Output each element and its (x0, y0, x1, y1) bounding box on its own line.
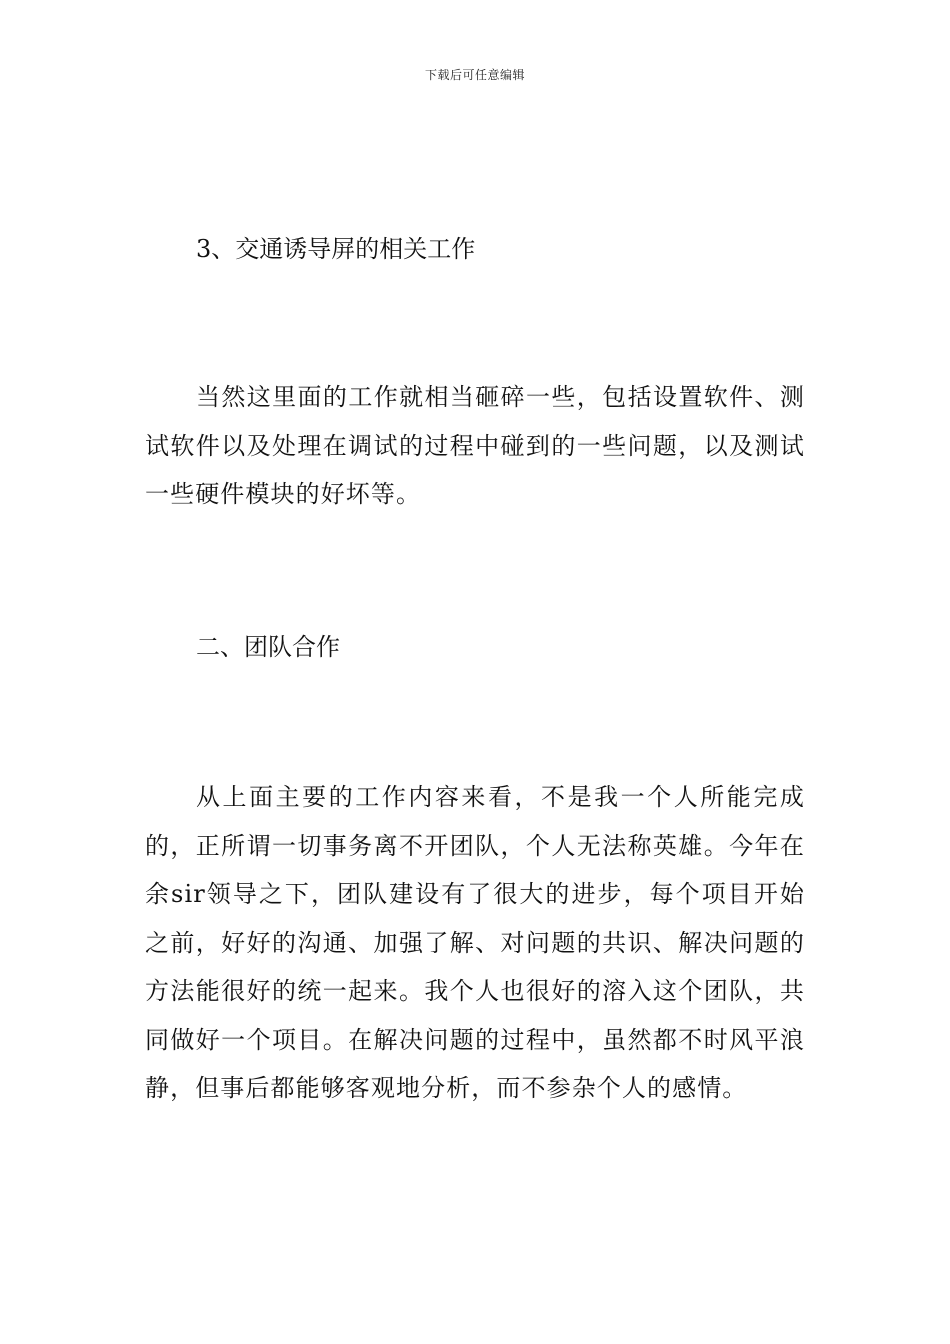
section-heading-traffic-screen: 3、交通诱导屏的相关工作 (196, 235, 476, 263)
paragraph-traffic-screen: 当然这里面的工作就相当砸碎一些，包括设置软件、测试软件以及处理在调试的过程中碰到的一些问题，以及测试一些硬件模块的好坏等。 (145, 383, 805, 508)
section-heading-team: 二、团队合作 (196, 633, 340, 661)
header-note: 下载后可任意编辑 (424, 68, 525, 82)
paragraph-team: 从上面主要的工作内容来看，不是我一个人所能完成的，正所谓一切事务离不开团队，个人无法称英雄。今年在余sir领导之下，团队建设有了很大的进步，每个项目开始之前，好好的沟通、加强了解、对问题的共识、解决问题的方法能很好的统一起来。我个人也很好的溶入这个团队，共同做好一个项目。在解决问题的过程中，虽然都不时风平浪静，但事后都能够客观地分析，而不参杂个人的感情。 (145, 783, 805, 1102)
